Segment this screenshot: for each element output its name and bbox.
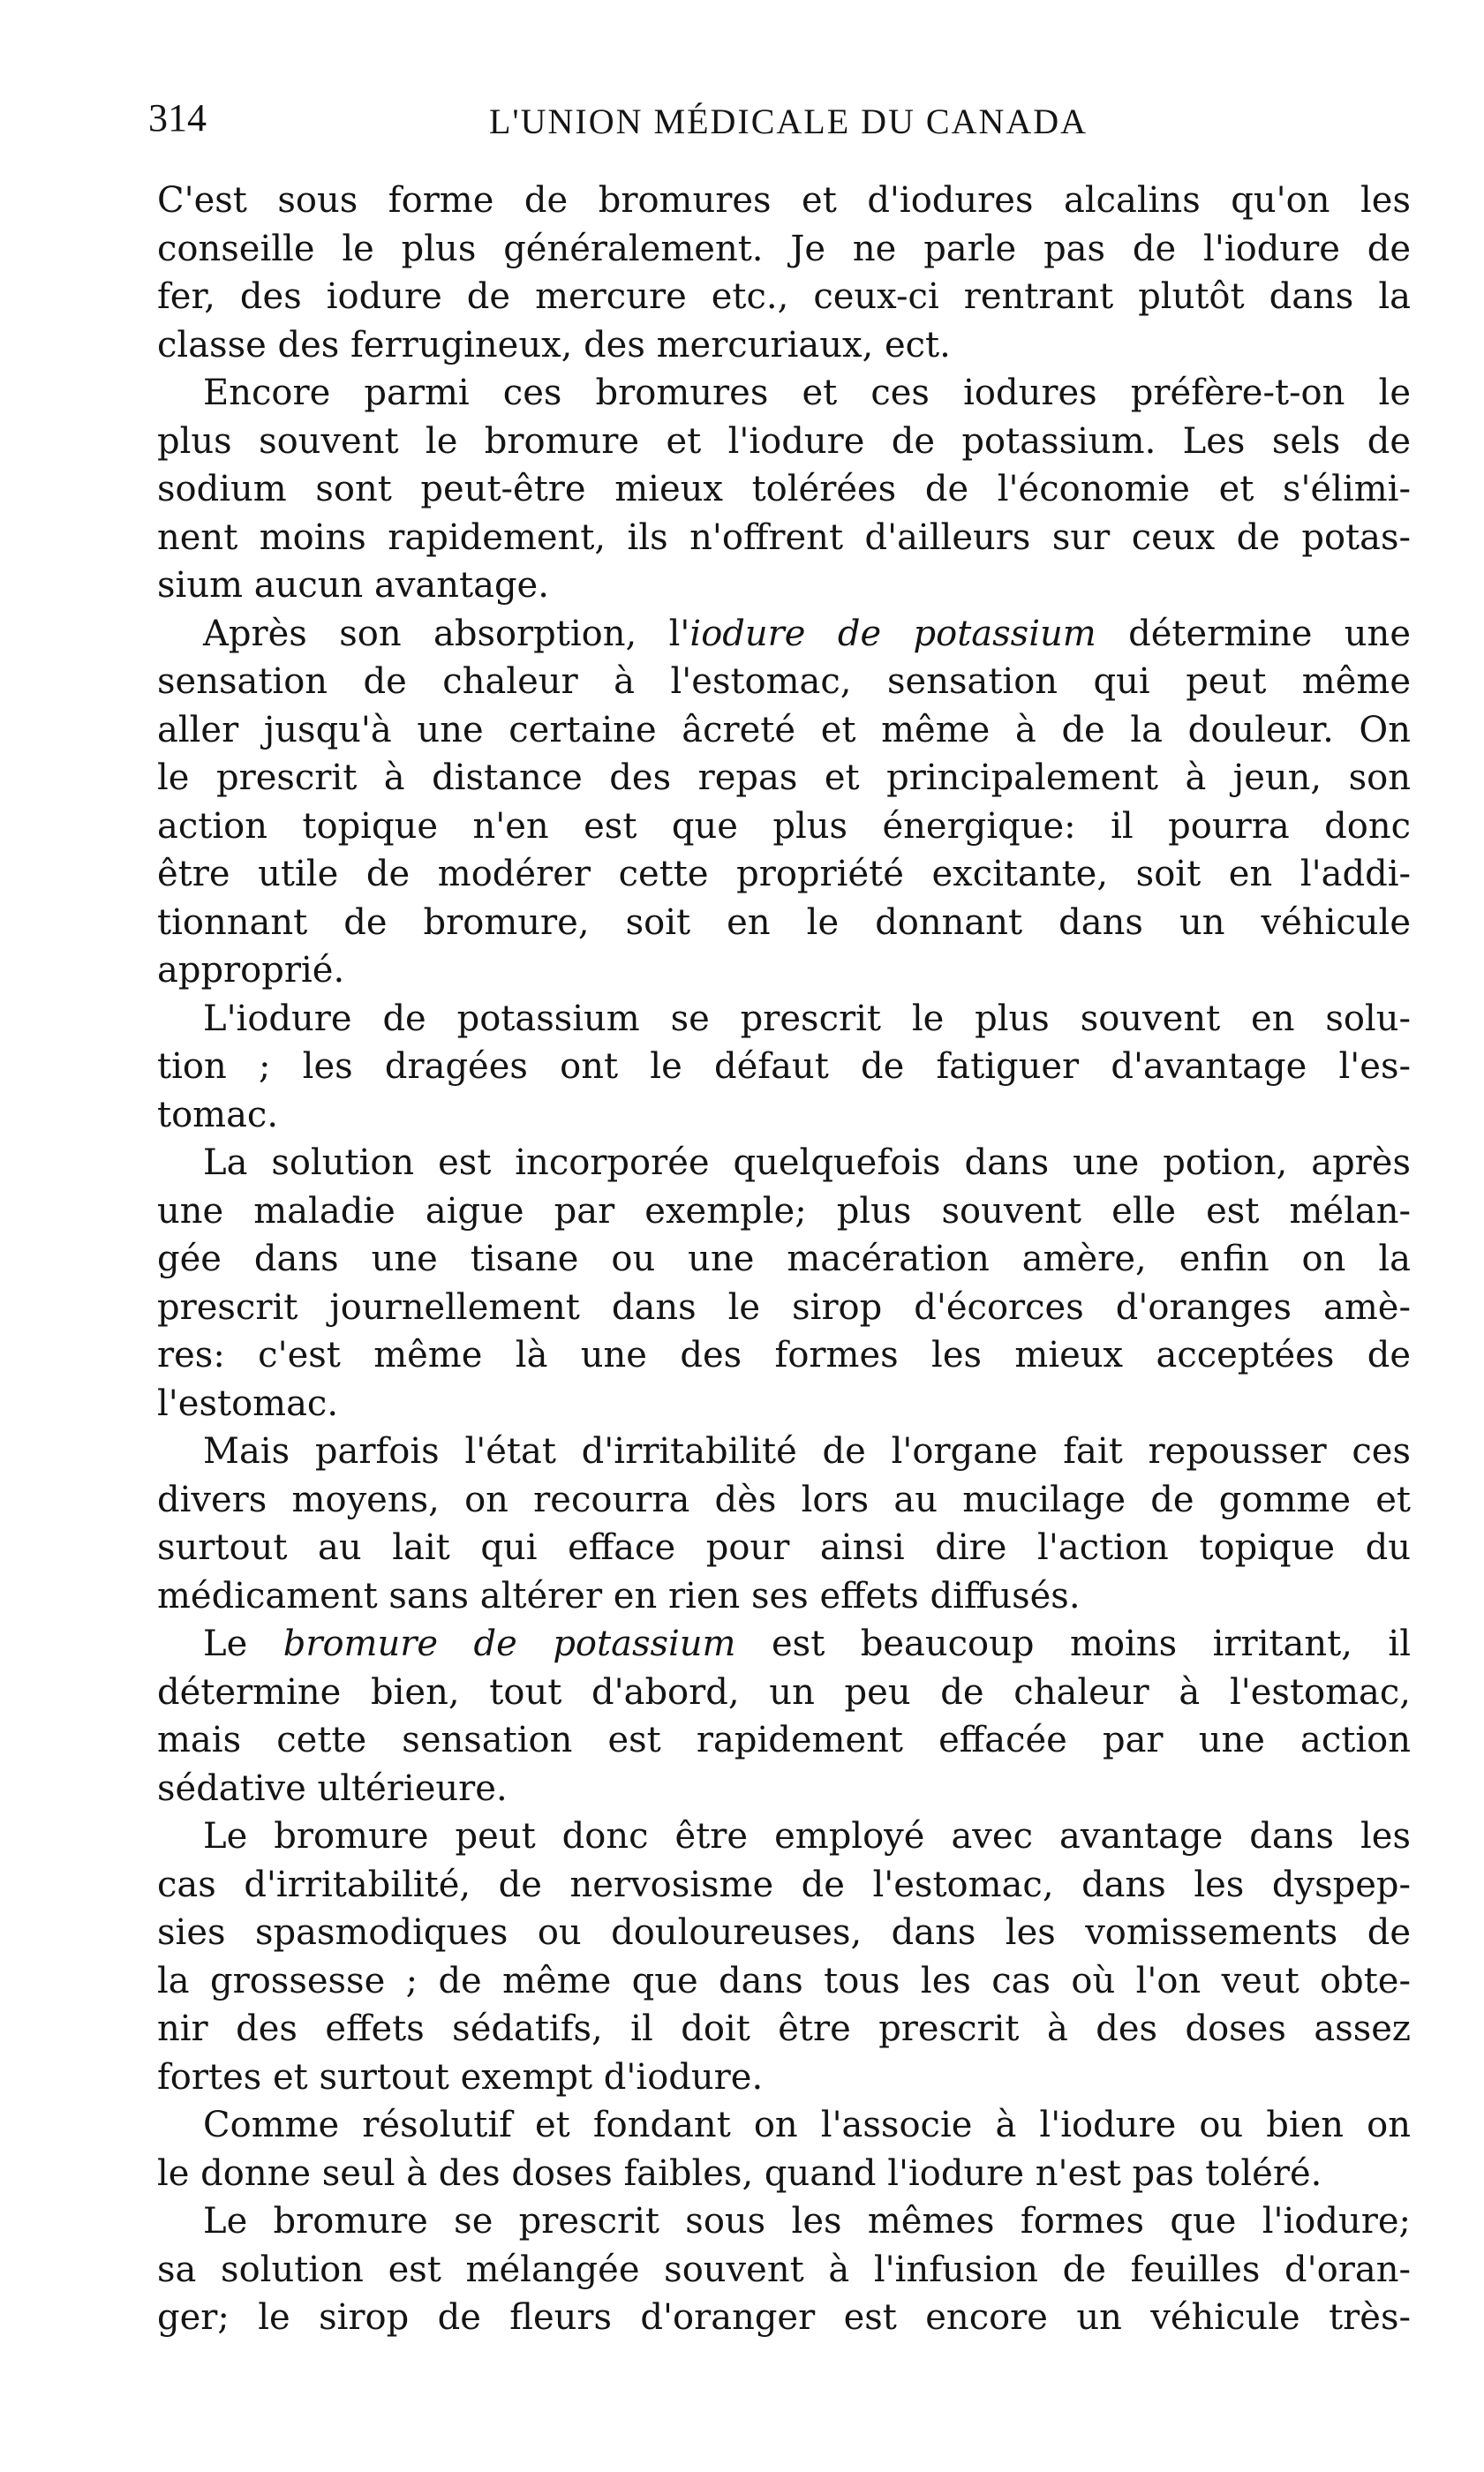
text-line: surtout au lait qui efface pour ainsi dire l'action topique du xyxy=(157,1527,1411,1568)
text-line: res: c'est même là une des formes les mieux acceptées de xyxy=(157,1335,1411,1375)
text-line-mixed xyxy=(157,1620,1411,1669)
text-line: sium aucun avantage. xyxy=(157,565,549,606)
text-line: être utile de modérer cette propriété excitante, soit en l'addi- xyxy=(157,854,1411,894)
text-line: nent moins rapidement, ils n'offrent d'ailleurs sur ceux de potas- xyxy=(157,516,1411,558)
text-line: plus souvent le bromure et l'iodure de potassium. Les sels de xyxy=(157,420,1411,462)
text-line: cas d'irritabilité, de nervosisme de l'estomac, dans les dyspep- xyxy=(157,1864,1411,1905)
italic-term: iodure de potassium xyxy=(689,613,1096,654)
text-line: détermine bien, tout d'abord, un peu de chaleur à l'estomac, xyxy=(157,1671,1411,1713)
text-line: tion ; les dragées ont le défaut de fatiguer d'avantage l'es- xyxy=(157,1046,1411,1087)
text-run: Le xyxy=(203,1624,283,1664)
text-line: mais cette sensation est rapidement effacée par une action xyxy=(157,1720,1411,1760)
page-number: 314 xyxy=(148,96,207,139)
text-line: fortes et surtout exempt d'iodure. xyxy=(157,2056,764,2098)
text-line: médicament sans altérer en rien ses effets diffusés. xyxy=(157,1575,1081,1617)
text-line: Le bromure se prescrit sous les mêmes formes que l'iodure; xyxy=(203,2201,1411,2242)
text-line: sensation de chaleur à l'estomac, sensation qui peut même xyxy=(157,661,1411,702)
text-line: approprié. xyxy=(157,950,345,991)
text-line: La solution est incorporée quelquefois dans une potion, après xyxy=(203,1142,1411,1183)
text-line: sa solution est mélangée souvent à l'infusion de feuilles d'oran- xyxy=(157,2249,1411,2290)
text-line: action topique n'en est que plus énergique: il pourra donc xyxy=(157,805,1411,847)
text-line: sédative ultérieure. xyxy=(157,1767,508,1809)
text-line: L'iodure de potassium se prescrit le plus souvent en solu- xyxy=(203,998,1411,1039)
text-run: est beaucoup moins irritant, il xyxy=(735,1624,1411,1664)
text-line: Encore parmi ces bromures et ces iodures préfère-t-on le xyxy=(203,373,1411,413)
running-head xyxy=(148,95,1420,148)
journal-title: L'UNION MÉDICALE DU CANADA xyxy=(489,102,1089,141)
text-line: ger; le sirop de fleurs d'oranger est encore un véhicule très- xyxy=(157,2297,1411,2338)
text-line: C'est sous forme de bromures et d'iodures alcalins qu'on les xyxy=(157,180,1411,221)
text-line: l'estomac. xyxy=(157,1383,339,1424)
text-line: Comme résolutif et fondant on l'associe à l'iodure ou bien on xyxy=(203,2105,1411,2145)
text-line: prescrit journellement dans le sirop d'écorces d'oranges amè- xyxy=(157,1286,1411,1328)
text-line: Mais parfois l'état d'irritabilité de l'organe fait repousser ces xyxy=(203,1431,1411,1472)
text-line: aller jusqu'à une certaine âcreté et même à de la douleur. On xyxy=(157,709,1411,750)
text-line: le donne seul à des doses faibles, quand l'iodure n'est pas toléré. xyxy=(157,2152,1322,2194)
text-line: classe des ferrugineux, des mercuriaux, ect. xyxy=(157,324,951,366)
text-line-mixed xyxy=(157,610,1411,659)
text-line: tionnant de bromure, soit en le donnant dans un véhicule xyxy=(157,901,1411,943)
text-line: fer, des iodure de mercure etc., ceux-ci rentrant plutôt dans la xyxy=(157,276,1411,317)
text-line: la grossesse ; de même que dans tous les cas où l'on veut obte- xyxy=(157,1960,1411,2001)
text-run: détermine une xyxy=(1096,613,1411,654)
text-run: Après son absorption, l' xyxy=(203,613,690,654)
text-line: nir des effets sédatifs, il doit être prescrit à des doses assez xyxy=(157,2008,1411,2049)
text-line: tomac. xyxy=(157,1094,279,1135)
text-line: sies spasmodiques ou douloureuses, dans les vomissements de xyxy=(157,1912,1411,1953)
italic-term: bromure de potassium xyxy=(282,1624,736,1664)
text-line: sodium sont peut-être mieux tolérées de l'économie et s'élimi- xyxy=(157,469,1411,509)
body-text xyxy=(157,177,1411,2342)
text-line: conseille le plus généralement. Je ne parle pas de l'iodure de xyxy=(157,228,1411,269)
text-line: divers moyens, on recourra dès lors au mucilage de gomme et xyxy=(157,1479,1411,1520)
text-line: Le bromure peut donc être employé avec avantage dans les xyxy=(203,1816,1411,1857)
text-line: gée dans une tisane ou une macération amère, enfin on la xyxy=(157,1239,1411,1279)
text-line: le prescrit à distance des repas et principalement à jeun, son xyxy=(157,757,1411,798)
text-line: une maladie aigue par exemple; plus souvent elle est mélan- xyxy=(157,1190,1411,1232)
